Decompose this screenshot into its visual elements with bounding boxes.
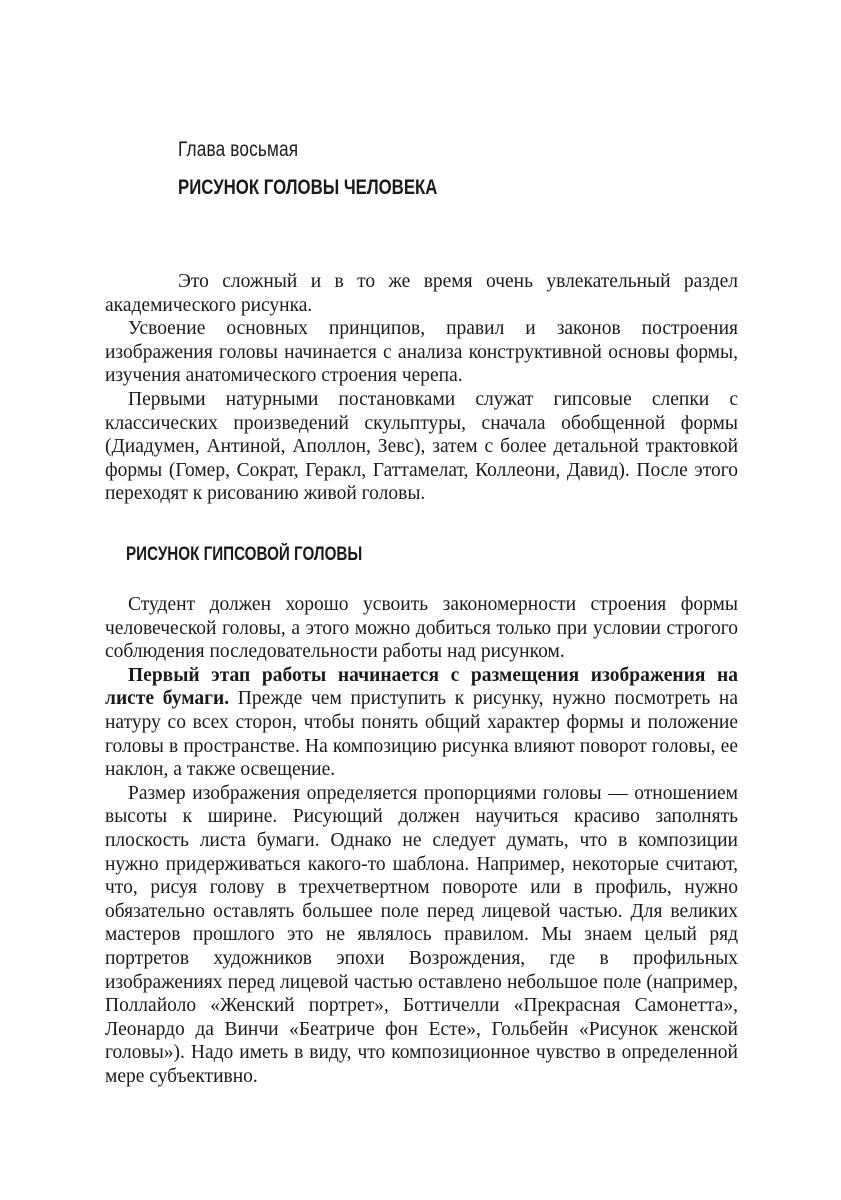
paragraph-continuation: Прежде чем приступить к рисунку, нужно посмотреть на натуру со всех сторон, чтобы понять общий характер формы и положение головы в пространстве. На композицию рисунка влияют поворот головы, ее наклон, а также освещение. xyxy=(105,688,738,781)
section-paragraph: Студент должен хорошо усвоить закономерности строения формы человеческой головы, а этого можно добиться только при условии строгого соблюдения последовательности работы над рисунком. xyxy=(105,594,738,663)
bold-lead-sentence: Первый этап работы начинается с размещения изображения на листе бумаги. xyxy=(105,664,738,710)
chapter-label: Глава восьмая xyxy=(178,138,299,161)
section-paragraph xyxy=(105,664,738,782)
section-text xyxy=(105,593,738,1088)
intro-paragraph: Усвоение основных принципов, правил и законов построения изображения головы начинается с анализа конструктивной основы формы, изучения анатомического строения черепа. xyxy=(105,318,738,387)
intro-text xyxy=(105,270,738,506)
intro-paragraph: Первыми натурными постановками служат гипсовые слепки с классических произведений скульптуры, сначала обобщенной формы (Диадумен, Антиной, Аполлон, Зевс), затем с более детальной трактовкой формы (Гомер, Сократ, Геракл, Гаттамелат, Коллеони, Давид). После этого переходят к рисованию живой головы. xyxy=(105,388,738,505)
section-title: РИСУНОК ГИПСОВОЙ ГОЛОВЫ xyxy=(126,544,363,565)
section-paragraph: Размер изображения определяется пропорциями головы — отношением высоты к ширине. Рисующий должен научиться красиво заполнять плоскость листа бумаги. Однако не следует думать, что в композиции нужно придерживаться какого-то шаблона. Например, некоторые считают, что, рисуя голову в трехчетвертном повороте или в профиль, нужно обязательно оставлять большее поле перед лицевой частью. Для великих мастеров прошлого это не являлось правилом. Мы знаем целый ряд портретов художников эпохи Возрождения, где в профильных изображениях перед лицевой частью оставлено небольшое поле (например, Поллайоло «Женский портрет», Боттичелли «Прекрасная Самонетта», Леонардо да Винчи «Беатриче фон Есте», Гольбейн «Рисунок женской головы»). Надо иметь в виду, что композиционное чувство в определенной мере субъективно. xyxy=(105,782,738,1087)
intro-paragraph: Это сложный и в то же время очень увлекательный раздел академического рисунка. xyxy=(105,271,738,316)
chapter-title: РИСУНОК ГОЛОВЫ ЧЕЛОВЕКА xyxy=(178,176,438,199)
